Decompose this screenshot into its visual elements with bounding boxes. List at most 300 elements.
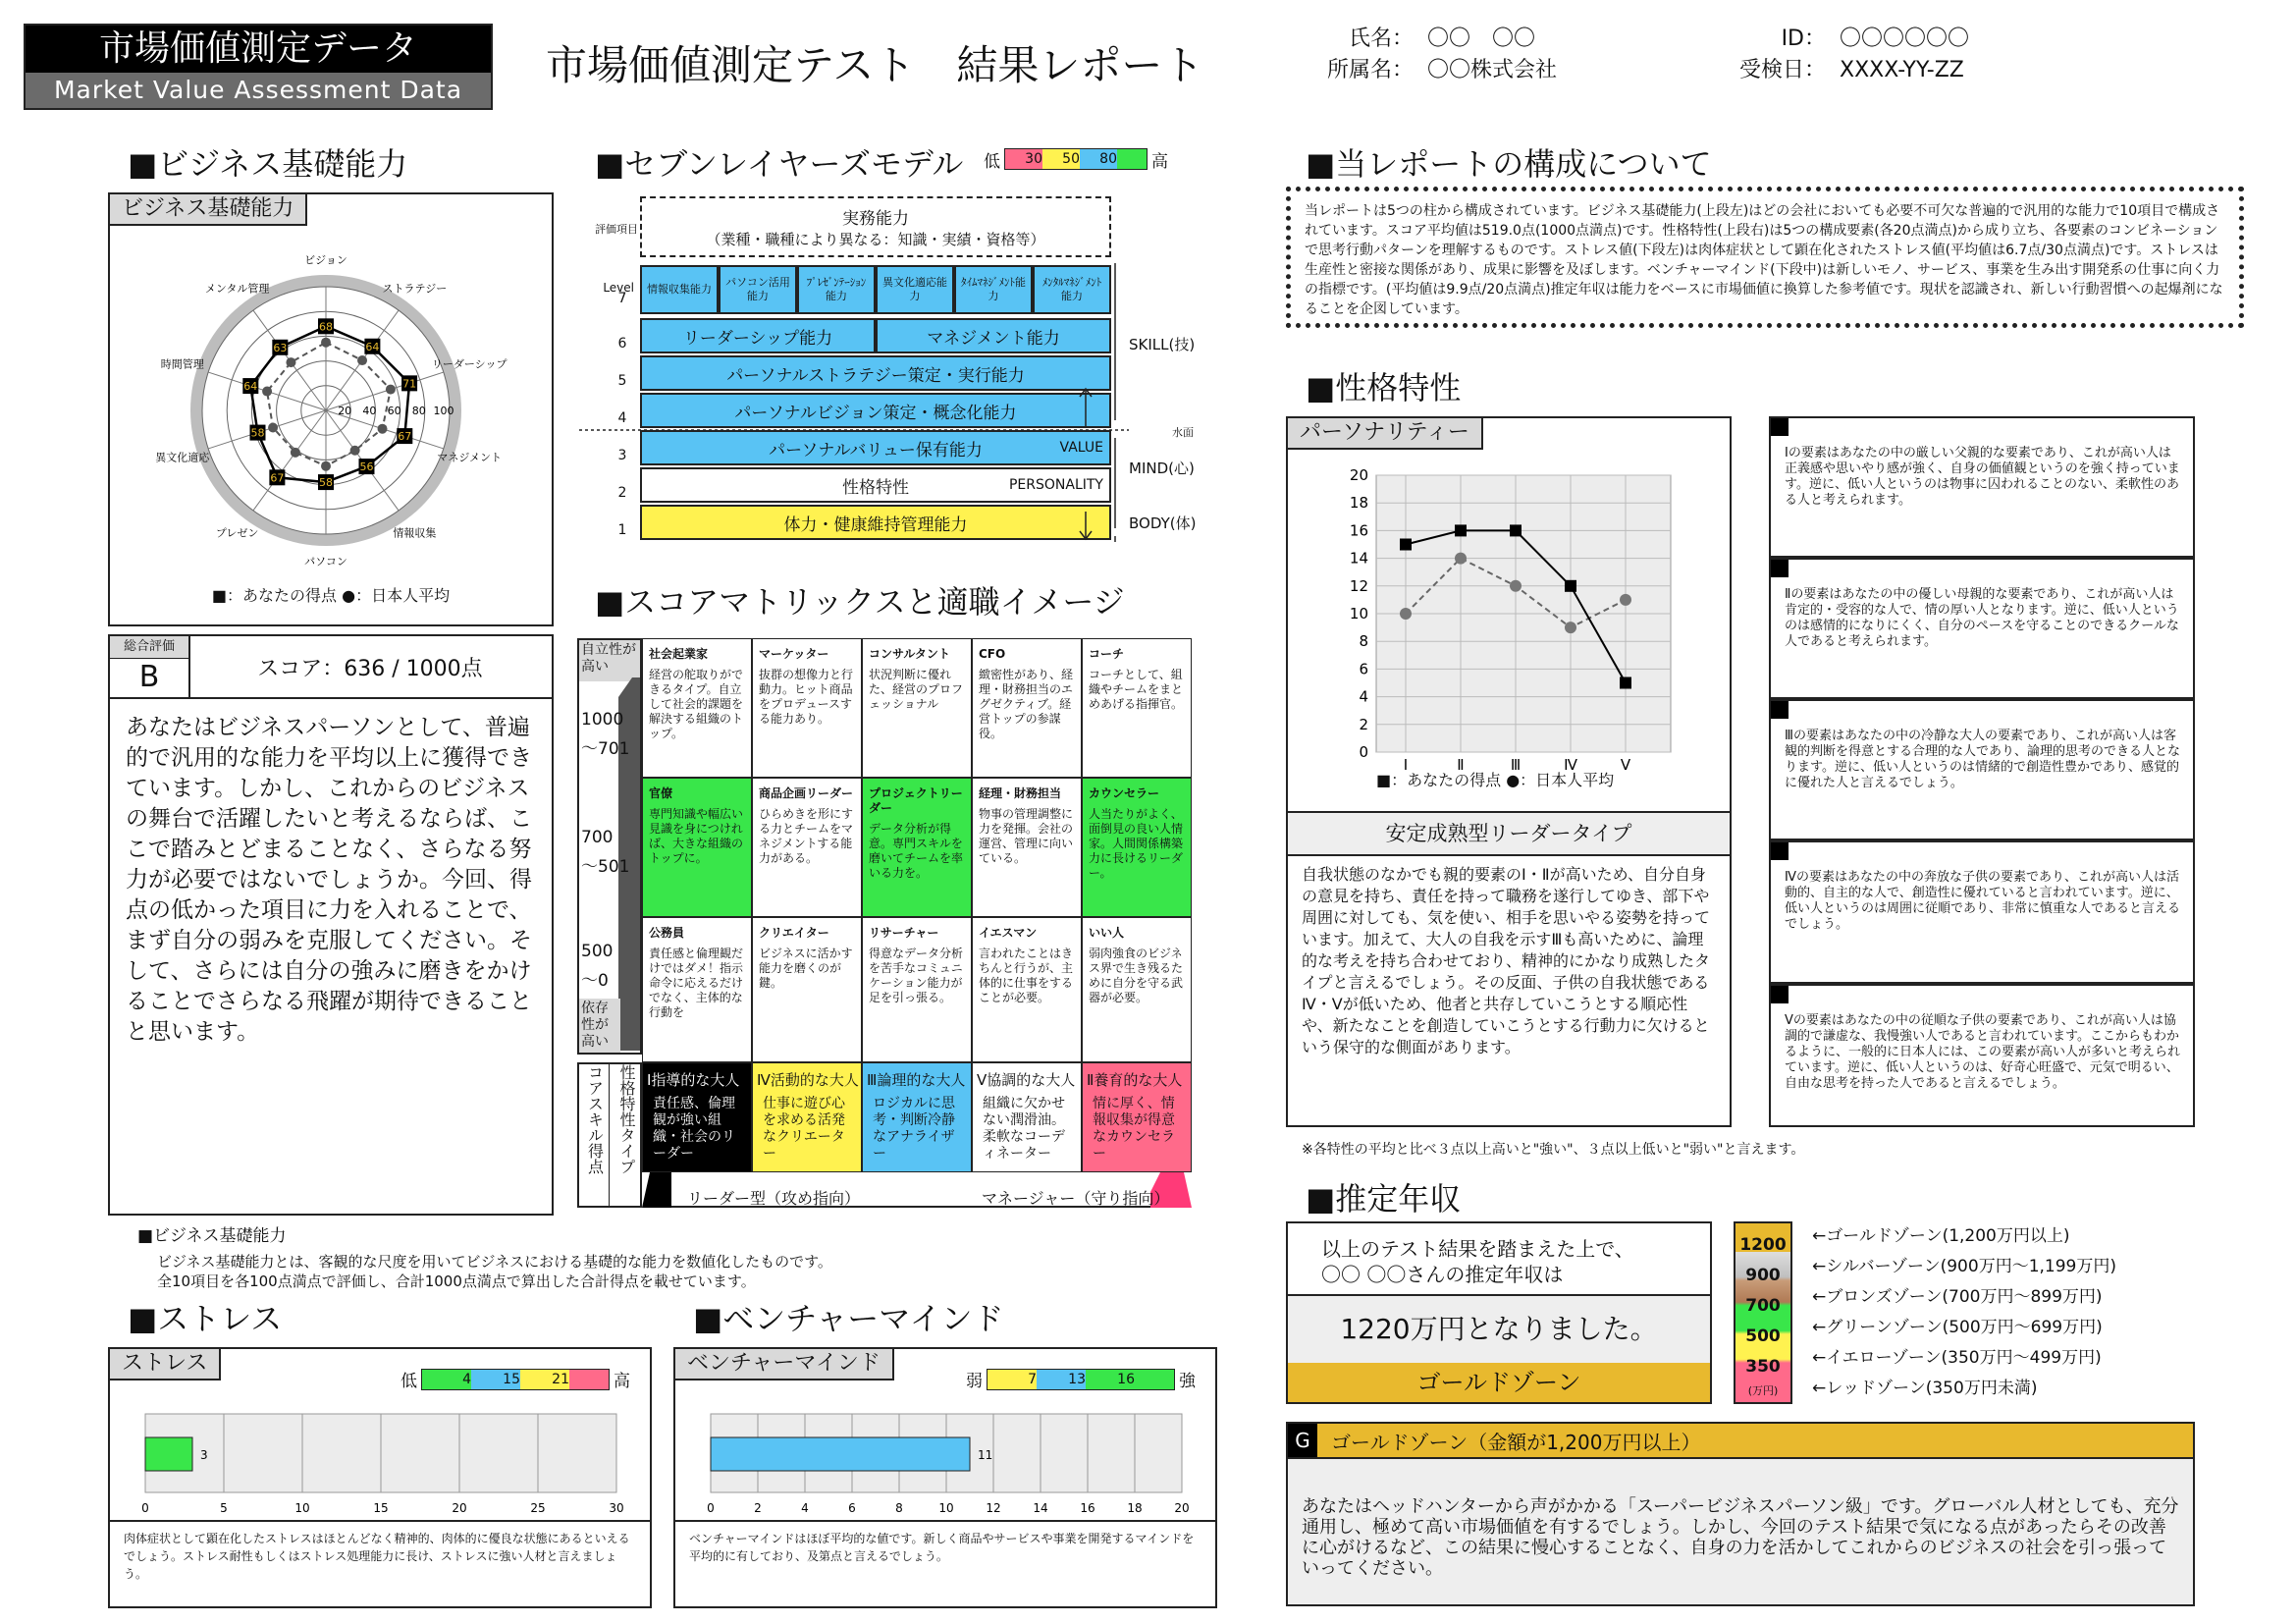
radar-you-value: 64	[365, 340, 380, 353]
income-zone-item: ←レッドゾーン(350万円未満)	[1812, 1379, 2038, 1398]
venture-tab: ベンチャーマインド	[673, 1347, 894, 1380]
date-label: 受検日：	[1738, 58, 1826, 82]
layer-3-tag: VALUE	[1059, 440, 1103, 456]
business-tab: ビジネス基礎能力	[108, 192, 307, 226]
pchart-ytick: 2	[1359, 715, 1368, 733]
income-section-title: ■推定年収	[1306, 1180, 1462, 1218]
venture-scale-high: 強	[1179, 1372, 1196, 1391]
stress-text: 肉体症状として顕在化したストレスはほとんどなく精神的、肉体的に優良な状態にあるといえるでしょう。ストレス耐性もしくはストレス処理能力に長け、ストレスに強い人材と言えましょう。	[110, 1520, 650, 1591]
matrix-cell-desc: 経営の舵取りができるタイプ。自立して社会的課題を解決する組織のトップ。	[649, 668, 744, 740]
l7-item: ﾌﾟﾚｾﾞﾝﾃｰｼｮﾝ能力	[797, 265, 876, 314]
matrix-section-title: ■スコアマトリックスと適職イメージ	[595, 583, 1125, 621]
matrix-cell	[1082, 917, 1192, 1062]
matrix-cell	[1082, 638, 1192, 778]
type-text: 自我状態のなかでも親的要素のⅠ・Ⅱが高いため、自分自身の意見を持ち、責任を持って職務を遂行してゆき、部下や周囲に対しても、気を使い、相手を思いやる姿勢を持っています。加えて、大人の自我を示すⅢも高いために、論理的な考えを持ち合わせており、精神的にかなり成熟したタイプと言えるでしょう。その反面、子供の自我状態であるⅣ・Ⅴが低いため、他者と共存していこうとする順応性や、新たなことを創造していこうとする行動力に欠けるという保守的な側面があります。	[1302, 865, 1711, 1056]
venture-scale-v1: 7	[988, 1370, 1037, 1389]
radar-tick: 40	[362, 405, 377, 417]
org-value: 〇〇株式会社	[1427, 58, 1558, 82]
type-desc: 組織に欠かせない潤滑油。柔軟なコーディネーター	[983, 1096, 1065, 1162]
level-number: 5	[617, 373, 627, 389]
business-comment: あなたはビジネスパーソンとして、普遍的で汎用的な能力を平均以上に獲得できています。しかし、これからのビジネスの舞台で活躍したいと考えるならば、ここで踏みとどまることなく、さらなる努力が必要ではないでしょうか。今回、得点の低かった項目に力を入れることで、まず自分の弱みを克服してください。そして、さらには自分の強みに磨きをかけることでさらなる飛躍が期待できることと思います。	[126, 715, 532, 1045]
stress-scale-low: 低	[400, 1372, 417, 1391]
report-section-title: ■当レポートの構成について	[1306, 145, 1712, 183]
radar-avg-point	[286, 357, 295, 367]
id-label: ID：	[1781, 27, 1826, 51]
matrix-cell-desc: 人当たりがよく、面倒見の良い人情家。人間関係構築力に長けるリーダー。	[1089, 807, 1184, 880]
venture-scale-v2: 13	[1037, 1370, 1086, 1389]
grade-value: B	[110, 658, 190, 697]
element-box	[1769, 416, 2195, 558]
element-text: Ⅲの要素はあなたの中の冷静な大人の要素であり、これが高い人は客観的判断を得意とする合理的な人であり、論理的思考のできる人となります。逆に、低い人というのは情緒的で創造性豊かであり、感覚的に優れた人と言えるでしょう。	[1785, 729, 2181, 790]
matrix-axis	[577, 638, 642, 1055]
matrix-cell	[972, 778, 1082, 917]
schart-bar	[145, 1437, 192, 1471]
radar-avg-point	[262, 387, 272, 397]
type-title: Ⅳ活動的な大人	[757, 1071, 859, 1089]
band-2: 700 ～501	[581, 828, 630, 877]
radar-you-value: 67	[270, 471, 285, 485]
pchart-you-point	[1620, 677, 1631, 689]
l7-item: パソコン活用能力	[719, 265, 797, 314]
core-label: コアスキル得点	[585, 1064, 605, 1174]
matrix-cell-title: 経理・財務担当	[979, 786, 1062, 800]
element-marker	[1771, 560, 1789, 577]
business-panel	[108, 192, 554, 626]
vchart-value: 11	[978, 1448, 993, 1462]
vchart-tick: 16	[1080, 1501, 1095, 1515]
element-box	[1769, 558, 2195, 699]
radar-chart	[110, 224, 552, 626]
layer-3-label: パーソナルバリュー保有能力	[769, 440, 983, 460]
schart-tick: 25	[530, 1501, 546, 1515]
level-number: 4	[617, 410, 627, 426]
vchart-tick: 14	[1033, 1501, 1048, 1515]
radar-axis-label: メンタル管理	[204, 282, 270, 296]
personality-note: ※各特性の平均と比べ３点以上高いと"強い"、３点以上低いと"弱い"と言えます。	[1302, 1142, 1805, 1158]
layer-4: パーソナルビジョン策定・概念化能力	[640, 393, 1111, 428]
income-zone: ゴールドゾーン	[1288, 1363, 1710, 1402]
grade-label: 総合評価	[110, 636, 190, 659]
stress-panel	[108, 1347, 652, 1608]
eval-label: 評価項目	[595, 223, 638, 236]
element-box	[1769, 840, 2195, 984]
gold-header	[1288, 1424, 2193, 1459]
venture-scale-bar	[987, 1369, 1175, 1390]
business-footnote-title: ■ビジネス基礎能力	[137, 1226, 287, 1246]
schart-tick: 20	[452, 1501, 467, 1515]
radar-legend: ■：あなたの得点 ●：日本人平均	[211, 586, 451, 605]
income-scale-label: 900	[1745, 1266, 1781, 1285]
radar-avg-point	[357, 355, 367, 365]
radar-axis-label: マネジメント	[437, 451, 503, 464]
seven-top-title: 実務能力	[842, 209, 909, 229]
radar-axis-label: プレゼン	[215, 526, 259, 540]
type-cell	[1082, 1062, 1192, 1172]
matrix-cell-desc: ビジネスに活かす能力を磨くのが鍵。	[759, 947, 853, 990]
pchart-ytick: 12	[1349, 576, 1368, 595]
income-line-1: 以上のテスト結果を踏まえた上で、	[1321, 1237, 1634, 1261]
pchart-ytick: 4	[1359, 687, 1368, 706]
radar-tick: 100	[433, 405, 454, 417]
pchart-ytick: 16	[1349, 521, 1368, 540]
type-title: Ⅰ指導的な大人	[647, 1071, 740, 1089]
element-box	[1769, 984, 2195, 1127]
seven-section-title: ■セブンレイヤーズモデル	[595, 145, 964, 183]
pchart-xtick: Ⅱ	[1457, 756, 1465, 774]
matrix-cell	[642, 778, 752, 917]
l7-item: ﾒﾝﾀﾙﾏﾈｼﾞﾒﾝﾄ能力	[1033, 265, 1111, 314]
pchart-you-point	[1565, 580, 1576, 592]
radar-you-value: 64	[243, 380, 258, 394]
radar-avg-point	[321, 338, 331, 348]
matrix-cell-title: プロジェクトリーダー	[869, 786, 963, 815]
type-cell	[972, 1062, 1082, 1172]
date-value: XXXX-YY-ZZ	[1840, 58, 1964, 82]
matrix-cell-title: リサーチャー	[869, 926, 939, 940]
gold-panel	[1286, 1422, 2195, 1606]
radar-avg-point	[386, 385, 396, 395]
income-panel	[1286, 1221, 1712, 1404]
matrix-cell	[642, 638, 752, 778]
element-box	[1769, 699, 2195, 840]
vchart-tick: 10	[938, 1501, 954, 1515]
matrix-cell-desc: 状況判断に優れた、経営のプロフェッショナル	[869, 668, 964, 711]
type-title: Ⅲ論理的な大人	[867, 1071, 966, 1089]
type-cell	[752, 1062, 862, 1172]
band-3: 500 ～0	[581, 942, 614, 991]
stress-scale-v1: 4	[422, 1370, 471, 1389]
business-footnote-1: ビジネス基礎能力とは、客観的な尺度を用いてビジネスにおける基礎的な能力を数値化したものです。	[157, 1253, 832, 1271]
vchart-tick: 8	[895, 1501, 903, 1515]
venture-scale	[966, 1367, 1196, 1391]
vchart-tick: 18	[1127, 1501, 1143, 1515]
radar-axis-label: ビジョン	[304, 253, 347, 267]
schart-tick: 5	[220, 1501, 228, 1515]
income-scale	[1734, 1221, 1792, 1404]
business-section-title: ■ビジネス基礎能力	[128, 145, 408, 183]
org-label: 所属名：	[1326, 58, 1414, 82]
income-unit: (万円)	[1747, 1384, 1779, 1397]
band-1: 1000 ～701	[581, 710, 630, 759]
type-cell	[642, 1062, 752, 1172]
type-title: 安定成熟型リーダータイプ	[1288, 811, 1730, 856]
score-text: スコア：636 / 1000点	[257, 657, 483, 681]
income-scale-label: 1200	[1739, 1235, 1787, 1255]
business-footnote-2: 全10項目を各100点満点で評価し、合計1000点満点で算出した合計得点を載せています。	[157, 1272, 756, 1290]
gold-text: あなたはヘッドハンターから声がかかる「スーパービジネスパーソン級」です。グローバル人材としても、充分通用し、極めて高い市場価値を有するでしょう。しかし、今回のテスト結果で気になる点があったらその改善に心がけるなど、この結果に慢心することなく、自身の力を活かしてこれからのビジネスの社会を引っ張っていってください。	[1302, 1496, 2179, 1579]
element-marker	[1771, 842, 1789, 860]
matrix-cell	[862, 778, 972, 917]
seven-scale-v2: 50	[1042, 149, 1080, 169]
grade-divider	[110, 697, 552, 699]
pchart-ytick: 14	[1349, 549, 1368, 568]
stress-chart	[110, 1408, 650, 1536]
matrix-cell	[752, 638, 862, 778]
l7-item: 異文化適応能力	[876, 265, 954, 314]
venture-scale-low: 弱	[966, 1372, 983, 1391]
income-zone-item: ←ブロンズゾーン(700万円～899万円)	[1812, 1287, 2103, 1307]
income-zone-list	[1812, 1221, 2116, 1404]
radar-axis-label: 時間管理	[160, 357, 204, 371]
report-box	[1286, 187, 2244, 328]
header-id	[1728, 24, 1969, 86]
pchart-ytick: 18	[1349, 494, 1368, 513]
type-title: Ⅱ養育的な大人	[1087, 1071, 1183, 1089]
stress-scale-high: 高	[614, 1372, 630, 1391]
manager-label: マネージャー（守り指向）	[982, 1189, 1170, 1208]
leader-arrow	[642, 1172, 671, 1208]
matrix-cell-title: 商品企画リーダー	[759, 786, 854, 800]
type-desc: 情に厚く、情報収集が得意なカウンセラー	[1093, 1096, 1175, 1162]
gold-title: ゴールドゾーン（金額が1,200万円以上）	[1331, 1430, 1701, 1454]
matrix-cell-title: 社会起業家	[649, 647, 709, 661]
badge-en: Market Value Assessment Data	[26, 73, 491, 108]
radar-you-value: 58	[250, 426, 265, 440]
matrix-grid	[642, 638, 1192, 1062]
element-text: Ⅳの要素はあなたの中の奔放な子供の要素であり、これが高い人は活動的、自主的な人で、創造性に優れていると言われています。逆に、低い人というのは周囲に従順であり、非常に慎重な人であると言えるでしょう。	[1785, 870, 2181, 932]
layer-5: パーソナルストラテジー策定・実行能力	[640, 355, 1111, 391]
matrix-cell-desc: 緻密性があり、経理・財務担当のエグゼクティブ。経営トップの参謀役。	[979, 668, 1074, 740]
type-desc: ロジカルに思考・判断冷静なアナライザー	[873, 1096, 955, 1162]
matrix-cell-title: CFO	[979, 647, 1006, 661]
personality-section-title: ■性格特性	[1306, 369, 1462, 406]
seven-scale	[984, 147, 1168, 171]
stress-scale-v3: 21	[520, 1370, 569, 1389]
matrix-cell	[752, 917, 862, 1062]
seven-scale-v3: 80	[1080, 149, 1117, 169]
matrix-cell-desc: ひらめきを形にする力とチームをマネジメントする能力がある。	[759, 807, 854, 865]
matrix-cell-desc: コーチとして、組織やチームをまとめあげる指揮官。	[1089, 668, 1184, 711]
core-trait-labels	[577, 1062, 642, 1208]
matrix-cell-title: いい人	[1089, 926, 1125, 940]
pchart-ytick: 10	[1349, 605, 1368, 623]
matrix-cell	[862, 917, 972, 1062]
schart-tick: 30	[609, 1501, 624, 1515]
matrix-cell-desc: 抜群の想像力と行動力。ヒット商品をプロデュースする能力あり。	[759, 668, 854, 726]
vchart-tick: 6	[848, 1501, 856, 1515]
gold-letter: G	[1288, 1424, 1317, 1457]
leader-label: リーダー型（攻め指向）	[687, 1189, 861, 1208]
type-desc: 責任感、倫理観が強い組織・社会のリーダー	[653, 1096, 735, 1162]
income-line-2: 〇〇 〇〇さんの推定年収は	[1321, 1263, 1564, 1286]
stress-section-title: ■ストレス	[128, 1300, 283, 1337]
matrix-cell-desc: 物事の管理調整に力を発揮。会社の運営、管理に向いている。	[979, 807, 1074, 865]
layer-2-tag: PERSONALITY	[1008, 477, 1103, 493]
matrix-cell-title: イエスマン	[979, 926, 1038, 940]
radar-axis-label: ストラテジー	[382, 282, 448, 296]
level-number: 3	[617, 448, 627, 463]
pchart-xtick: Ⅳ	[1564, 756, 1577, 774]
trait-label: 性格特性タイプ	[609, 1064, 640, 1206]
income-zone-item: ←ゴールドゾーン(1,200万円以上)	[1812, 1226, 2070, 1246]
matrix-cell-desc: 弱肉強食のビジネス界で生き残るために自分を守る武器が必要。	[1089, 947, 1184, 1004]
stress-scale-bar	[421, 1369, 610, 1390]
pchart-avg-point	[1620, 594, 1631, 606]
stress-scale	[400, 1367, 630, 1391]
id-value: 〇〇〇〇〇〇	[1840, 27, 1970, 51]
level-number: 7	[617, 291, 627, 306]
pchart-ytick: 6	[1359, 660, 1368, 678]
pchart-avg-point	[1510, 580, 1522, 592]
matrix-cell-desc: 得意なデータ分析を苦手なコミュニケーション能力が足を引っ張る。	[869, 947, 964, 1004]
personality-panel	[1286, 416, 1732, 1127]
vchart-tick: 0	[707, 1501, 715, 1515]
report-text: 当レポートは5つの柱から構成されています。ビジネス基礎能力(上段左)はどの会社においても必要不可欠な普遍的で汎用的な能力で10項目で構成されています。スコア平均値は519.0点(1000点満点)です。性格特性(上段右)は5つの構成要素(各20点満点)から成り立ち、各要素のコンビネーションで思考行動パターンを理解するものです。ストレス値(下段左)は肉体症状として顕在化されたストレス値(平均値は6.7点/30点満点)です。ストレスは生産性と密接な関係があり、成果に影響を及ぼします。ベンチャーマインド(下段中)は新しいモノ、サービス、事業を生み出す開発系の仕事に向く力の指標です。(平均値は9.9点/20点満点)推定年収は能力をベースに市場価値に換算した参考値です。現状を認識され、新しい行動習慣への起爆剤になることを企図しています。	[1305, 203, 2223, 317]
element-marker	[1771, 701, 1789, 719]
vchart-tick: 2	[754, 1501, 762, 1515]
matrix-cell-title: コンサルタント	[869, 647, 950, 661]
pchart-ytick: 20	[1349, 466, 1368, 484]
radar-you-value: 68	[319, 320, 333, 334]
l7-item: 情報収集能力	[640, 265, 719, 314]
pchart-avg-point	[1565, 622, 1576, 633]
radar-tick: 20	[338, 405, 352, 417]
radar-axis-label: リーダーシップ	[431, 357, 507, 371]
venture-text: ベンチャーマインドはほぼ平均的な値です。新しく商品やサービスや事業を開発するマインドを平均的に有しており、及第点と言えるでしょう。	[675, 1520, 1215, 1573]
matrix-cell	[1082, 778, 1192, 917]
layer-1: 体力・健康維持管理能力	[640, 505, 1111, 540]
layer-2-label: 性格特性	[842, 477, 909, 498]
radar-you-value: 58	[319, 476, 333, 490]
header-info	[1315, 24, 1557, 86]
radar-axis-label: パソコン	[304, 555, 347, 568]
matrix-cell-title: マーケッター	[759, 647, 829, 661]
seven-scale-bar	[1004, 148, 1148, 170]
vchart-tick: 20	[1174, 1501, 1190, 1515]
radar-tick: 60	[387, 405, 401, 417]
pchart-you-point	[1510, 524, 1522, 536]
name-label: 氏名：	[1348, 27, 1414, 51]
radar-avg-point	[321, 461, 331, 471]
schart-tick: 0	[141, 1501, 149, 1515]
seven-scale-v1: 30	[1005, 149, 1042, 169]
seven-arrows	[579, 192, 1129, 566]
matrix-cell-desc: データ分析が得意。専門スキルを磨いてチームを率いる力を。	[869, 822, 964, 880]
matrix-cell-desc: 責任感と倫理観だけではダメ！指示命令に応えるだけでなく、主体的な行動を	[649, 947, 744, 1019]
income-zone-item: ←グリーンゾーン(500万円～699万円)	[1812, 1318, 2103, 1337]
type-title: Ⅴ協調的な大人	[977, 1071, 1076, 1089]
schart-tick: 10	[294, 1501, 310, 1515]
name-value: 〇〇 〇〇	[1427, 27, 1536, 51]
income-scale-label: 500	[1745, 1326, 1781, 1346]
pchart-xtick: Ⅰ	[1403, 756, 1409, 774]
income-zone-item: ←シルバーゾーン(900万円～1,199万円)	[1812, 1257, 2116, 1276]
pchart-xtick: Ⅴ	[1620, 756, 1631, 774]
radar-you-value: 71	[402, 377, 417, 391]
pchart-you-point	[1400, 539, 1412, 551]
mind-label: MIND(心)	[1129, 460, 1195, 477]
radar-you-value: 67	[398, 430, 412, 444]
vchart-bar	[711, 1437, 970, 1471]
radar-axis-label: 異文化適応	[155, 451, 210, 464]
pchart-xtick: Ⅲ	[1510, 756, 1522, 774]
matrix-cell-title: 官僚	[649, 786, 673, 800]
radar-tick: 80	[411, 405, 426, 417]
income-zone-item: ←イエローゾーン(350万円～499万円)	[1812, 1348, 2102, 1368]
waterline-label: 水面	[1172, 426, 1194, 439]
stress-scale-v2: 15	[471, 1370, 520, 1389]
matrix-cell	[752, 778, 862, 917]
matrix-cell-title: 公務員	[649, 926, 685, 940]
body-label: BODY(体)	[1129, 514, 1197, 532]
seven-top-sub: （業種・職種により異なる：知識・実績・資格等）	[706, 231, 1045, 248]
axis-top: 自立性が高い	[579, 640, 640, 681]
radar-avg-point	[268, 423, 278, 433]
matrix-cell	[642, 917, 752, 1062]
pchart-ytick: 8	[1359, 632, 1368, 651]
matrix-cell-title: コーチ	[1089, 647, 1125, 661]
pchart-avg-point	[1455, 553, 1467, 565]
level-label: Level	[603, 281, 634, 295]
element-text: Ⅱの要素はあなたの中の優しい母親的な要素であり、これが高い人は肯定的・受容的な人で、情の厚い人となります。逆に、低い人というのは感情的になりにくく、自分のペースを守ることのできるクールな人であると考えられます。	[1785, 587, 2179, 649]
seven-scale-low: 低	[984, 151, 1000, 172]
header-badge	[24, 24, 493, 110]
radar-avg-point	[350, 446, 360, 456]
radar-you-value: 63	[273, 341, 288, 354]
personality-chart	[1288, 448, 1730, 801]
seven-scale-high: 高	[1151, 151, 1168, 172]
personality-tab: パーソナリティー	[1286, 416, 1483, 450]
type-cell	[862, 1062, 972, 1172]
level-number: 6	[617, 336, 627, 352]
matrix-cell-title: クリエイター	[759, 926, 829, 940]
matrix-cell	[972, 917, 1082, 1062]
element-list	[1769, 416, 2195, 1127]
matrix-cell	[862, 638, 972, 778]
radar-avg-point	[378, 424, 388, 434]
matrix-cell-desc: 言われたことはきちんと行うが、主体的に仕事をすることが必要。	[979, 947, 1074, 1004]
badge-jp: 市場価値測定データ	[26, 26, 491, 73]
radar-you-value: 56	[359, 460, 374, 474]
personality-legend: ■：あなたの得点 ●：日本人平均	[1376, 771, 1615, 789]
element-marker	[1771, 418, 1789, 436]
matrix-cell	[972, 638, 1082, 778]
income-result: 1220万円となりました。	[1288, 1294, 1710, 1365]
venture-section-title: ■ベンチャーマインド	[693, 1300, 1004, 1337]
pchart-avg-point	[1400, 608, 1412, 620]
stress-tab: ストレス	[108, 1347, 221, 1380]
vchart-tick: 12	[986, 1501, 1001, 1515]
skill-label: SKILL(技)	[1129, 336, 1196, 353]
level-number: 2	[617, 485, 627, 501]
grade-panel	[108, 634, 554, 1216]
income-scale-label: 700	[1745, 1296, 1781, 1316]
vchart-tick: 4	[801, 1501, 809, 1515]
venture-chart	[675, 1408, 1215, 1536]
schart-tick: 15	[373, 1501, 389, 1515]
element-text: Ⅰの要素はあなたの中の厳しい父親的な要素であり、これが高い人は正義感や思いやり感が強く、自身の価値観というのを強く持っています。逆に、低い人というのは物事に囚われることのない、柔軟性のある人と考えられます。	[1785, 446, 2180, 508]
radar-avg-point	[291, 448, 300, 458]
level-number: 1	[617, 522, 627, 538]
matrix-cell-desc: 専門知識や幅広い見識を身につければ、大きな組織のトップに。	[649, 807, 744, 865]
layer-6b: マネジメント能力	[876, 318, 1111, 353]
venture-scale-v3: 16	[1086, 1370, 1135, 1389]
element-text: Ⅴの要素はあなたの中の従順な子供の要素であり、これが高い人は協調的で謙虚な、我慢強い人であると言われています。ここからもわかるように、一般的に日本人には、この要素が高い人が多いと考えられています。逆に、低い人というのは、好奇心旺盛で、元気で明るい、自由な思考を持った人であると言えるでしょう。	[1785, 1013, 2181, 1091]
page-title: 市場価値測定テスト 結果レポート	[546, 41, 1204, 89]
income-scale-label: 350	[1745, 1357, 1781, 1377]
radar-axis-label: 情報収集	[393, 526, 437, 540]
pchart-you-point	[1455, 524, 1467, 536]
pchart-ytick: 0	[1359, 743, 1368, 761]
schart-value: 3	[200, 1448, 208, 1462]
element-marker	[1771, 986, 1789, 1003]
matrix-cell-title: カウンセラー	[1089, 786, 1160, 800]
l7-item: ﾀｲﾑﾏﾈｼﾞﾒﾝﾄ能力	[954, 265, 1033, 314]
layer-6a: リーダーシップ能力	[640, 318, 876, 353]
axis-bottom: 依存性が高い	[579, 999, 620, 1053]
venture-panel	[673, 1347, 1217, 1608]
type-desc: 仕事に遊び心を求める活発なクリエーター	[763, 1096, 845, 1162]
